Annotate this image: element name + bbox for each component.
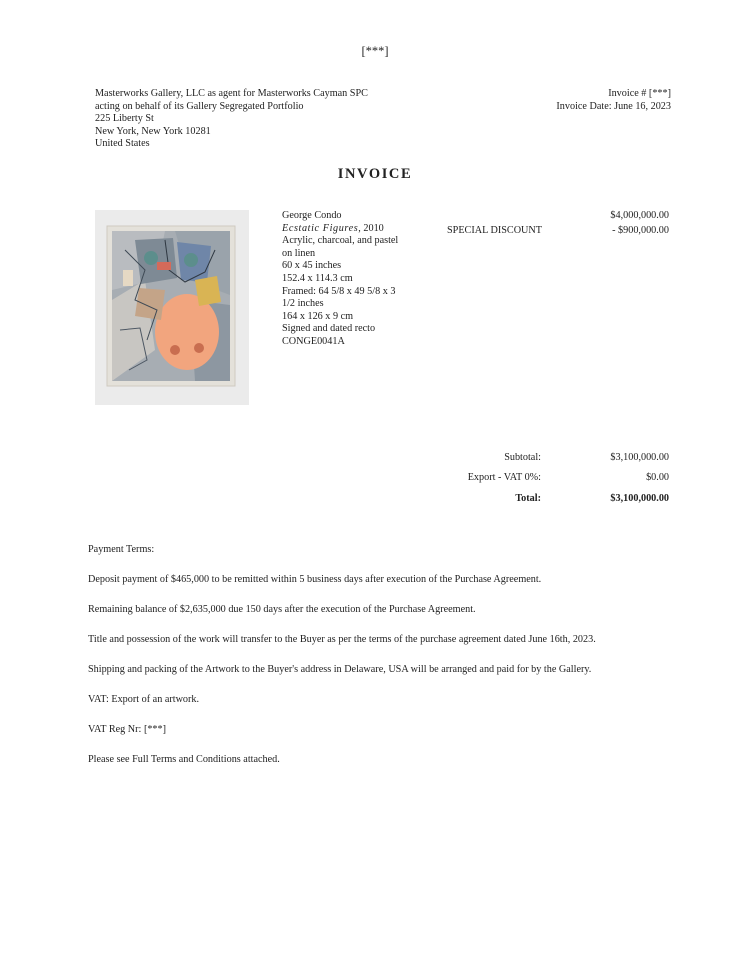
seller-address-block (95, 88, 368, 151)
artwork-size-cm: 152.4 x 114.3 cm (282, 272, 353, 284)
seller-line-country: United States (95, 138, 150, 150)
artwork-size-inches: 60 x 45 inches (282, 260, 342, 272)
artwork-title-line (282, 223, 398, 236)
artwork-artist: George Condo (282, 210, 342, 221)
vat-value: $0.00 (646, 472, 669, 483)
vat-label: Export - VAT 0%: (467, 472, 541, 483)
artwork-title: Ecstatic Figures (282, 222, 359, 234)
seller-line-portfolio: acting on behalf of its Gallery Segregated Portfolio (95, 100, 304, 112)
artwork-medium-1: Acrylic, charcoal, and pastel (282, 235, 399, 247)
discount-value: - $900,000.00 (612, 224, 669, 236)
terms-deposit: Deposit payment of $465,000 to be remitted within 5 business days after execution of the Purchase Agreement. (88, 573, 542, 585)
artwork-year: , 2010 (358, 222, 384, 234)
seller-line-street: 225 Liberty St (95, 113, 154, 125)
artwork-price: $4,000,000.00 (610, 210, 669, 221)
artwork-code: CONGE0041A (282, 335, 345, 347)
subtotal-value: $3,100,000.00 (610, 452, 669, 463)
discount-label: SPECIAL DISCOUNT (447, 225, 542, 236)
header-redaction-mark: [***] (361, 44, 389, 58)
terms-conditions-note: Please see Full Terms and Conditions attached. (88, 753, 280, 765)
artwork-framed-cm: 164 x 126 x 9 cm (282, 310, 354, 322)
artwork-framed-2: 1/2 inches (282, 298, 324, 310)
invoice-meta-block (556, 88, 671, 113)
artwork-painting-thumbnail (95, 210, 249, 405)
terms-balance: Remaining balance of $2,635,000 due 150 days after the execution of the Purchase Agreement. (88, 603, 476, 615)
terms-heading: Payment Terms: (88, 544, 155, 555)
terms-vat-reg: VAT Reg Nr: [***] (88, 723, 167, 735)
invoice-number: Invoice # [***] (608, 88, 671, 99)
invoice-date: Invoice Date: June 16, 2023 (556, 100, 671, 112)
artwork-details (282, 210, 398, 349)
payment-terms-section (88, 544, 688, 784)
terms-vat-export: VAT: Export of an artwork. (88, 693, 200, 705)
invoice-title: INVOICE (337, 166, 413, 182)
terms-title-transfer: Title and possession of the work will transfer to the Buyer as per the terms of the purchase agreement dated June 16th, 2023. (88, 633, 596, 645)
artwork-medium-2: on linen (282, 247, 316, 259)
seller-line-city: New York, New York 10281 (95, 125, 211, 137)
subtotal-label: Subtotal: (504, 452, 541, 463)
artwork-image (95, 210, 249, 405)
artwork-framed-1: Framed: 64 5/8 x 49 5/8 x 3 (282, 285, 396, 297)
seller-line-name: Masterworks Gallery, LLC as agent for Masterworks Cayman SPC (95, 88, 368, 99)
total-value: $3,100,000.00 (610, 493, 669, 504)
total-label: Total: (515, 493, 541, 504)
price-column (610, 210, 669, 237)
artwork-signature: Signed and dated recto (282, 323, 376, 335)
terms-shipping: Shipping and packing of the Artwork to the Buyer's address in Delaware, USA will be arranged and paid for by the Gallery. (88, 663, 592, 675)
